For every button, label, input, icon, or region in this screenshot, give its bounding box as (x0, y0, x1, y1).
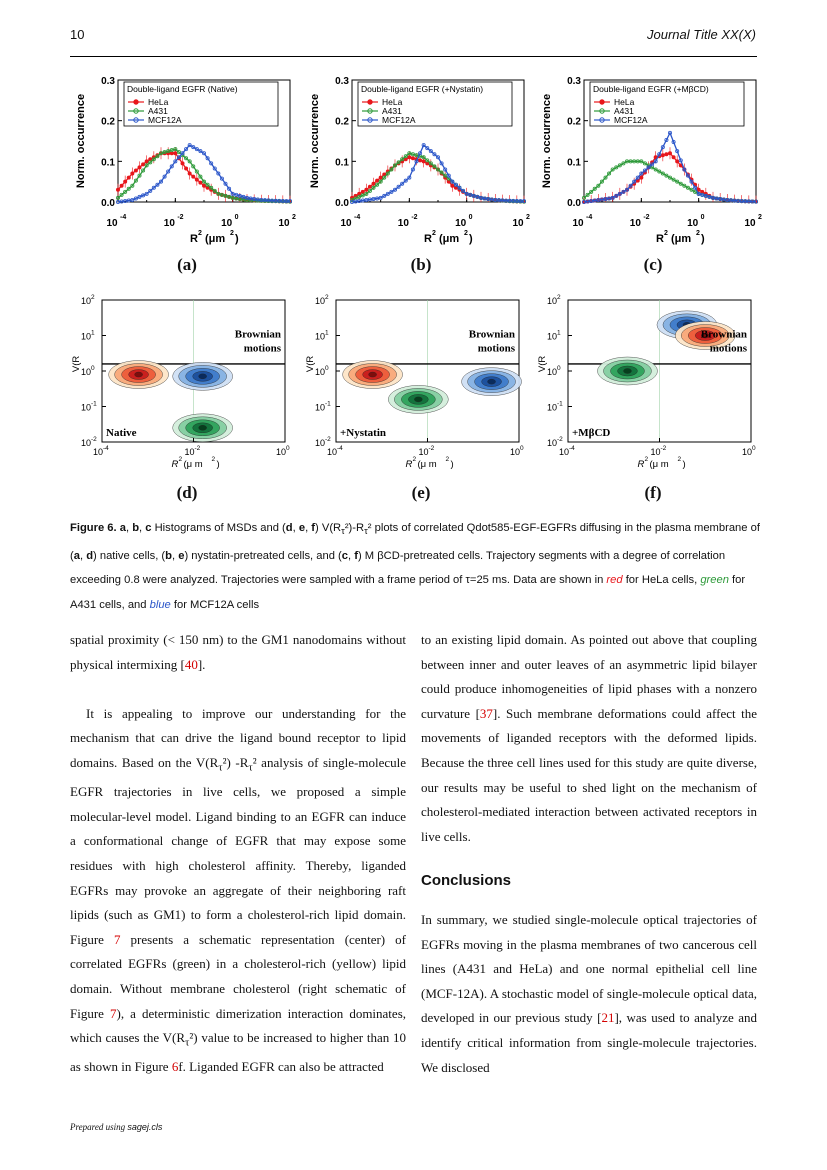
data-point-hela (418, 159, 421, 162)
caption-ref-b: b (132, 522, 140, 534)
x-tick-exponent: 0 (752, 445, 756, 452)
y-tick-label: 10 (314, 296, 325, 306)
legend-entry: HeLa (382, 97, 403, 107)
y-tick-label: 10 (546, 438, 557, 448)
brownian-label-line1: Brownian (468, 328, 515, 341)
x-tick-exponent: -2 (411, 214, 418, 221)
y-tick-exponent: -1 (325, 400, 331, 408)
figure-link[interactable]: 7 (110, 1005, 117, 1021)
x-tick-exponent: 0 (520, 445, 524, 452)
data-point-hela (451, 184, 454, 187)
data-point-hela (195, 178, 198, 181)
x-axis-label: R (171, 459, 179, 470)
y-tick-label: 10 (314, 367, 325, 377)
data-point-hela (134, 169, 137, 172)
data-point-hela (372, 182, 375, 185)
x-tick-label: 10 (106, 218, 118, 229)
y-tick-label: 10 (80, 331, 91, 342)
x-axis-unit-sup: 2 (211, 456, 216, 463)
x-axis-paren: ) (235, 233, 239, 245)
caption-red: red (606, 574, 623, 587)
citation-link[interactable]: 40 (184, 656, 198, 672)
x-tick-exponent: -4 (120, 214, 127, 221)
data-point-hela (174, 152, 177, 155)
y-tick-label: 0.2 (101, 116, 115, 128)
citation-link[interactable]: 37 (479, 705, 493, 721)
y-tick-exponent: -2 (557, 436, 563, 443)
contour-level (369, 372, 377, 377)
x-axis-unit: (μ m (417, 459, 437, 470)
y-tick-exponent: 1 (325, 329, 329, 337)
legend-title: Double-ligand EGFR (+MβCD) (593, 84, 709, 94)
y-tick-exponent: 2 (557, 294, 561, 301)
histogram-panel-c (536, 72, 761, 282)
x-tick-exponent: -2 (428, 445, 435, 452)
y-axis-label: Norm. occurrence (309, 93, 321, 189)
y-tick-exponent: -2 (91, 436, 97, 443)
legend-entry: A431 (382, 106, 402, 116)
footer-cls: sagej.cls (127, 1122, 163, 1132)
caption-sep: , (172, 549, 179, 562)
x-axis-sup: 2 (644, 456, 649, 463)
y-axis-label: V(R (305, 355, 316, 373)
x-axis-sup: 2 (198, 230, 202, 237)
caption-green: green (700, 574, 729, 587)
caption-sep: , (348, 549, 355, 562)
text: to an existing lipid domain. As pointed out above that coupling between inner and outer leaves of an asymmetric lipid bilayer could produce inhomogeneities of lipid phases with a nonzero curvature [ (421, 632, 757, 721)
caption-text: ) M βCD-pretreated cells. Trajectory segments with a degree of correlation exceeding 0.8 were analyzed. Trajectories were sampled with a frame period of τ=25 ms. Data are shown in (70, 549, 726, 587)
x-axis-label: R (405, 459, 413, 470)
citation-link[interactable]: 21 (601, 1010, 615, 1026)
text: ]. (197, 656, 206, 672)
histogram-panel-b (304, 72, 529, 282)
x-tick-exponent: -4 (103, 445, 109, 452)
y-tick-label: 0.3 (101, 76, 115, 87)
header-rule (70, 56, 757, 57)
x-tick-exponent: -4 (337, 445, 343, 452)
y-tick-label: 0.0 (567, 198, 581, 209)
x-axis-unit-sup: 2 (464, 230, 468, 237)
brownian-label-line1: Brownian (700, 328, 747, 341)
y-axis-label: V(R (537, 355, 548, 373)
caption-ref-d: d (285, 522, 293, 534)
y-tick-label: 0.2 (567, 116, 581, 128)
legend-marker (600, 100, 604, 104)
journal-title: Journal Title XX(X) (647, 27, 756, 42)
x-tick-exponent: -4 (569, 445, 575, 452)
x-axis-unit-sup: 2 (696, 230, 700, 237)
legend-title: Double-ligand EGFR (Native) (127, 84, 238, 94)
text: ), a deterministic dimerization interaction dominates, which causes the V(R (70, 1005, 407, 1046)
contour-level (135, 372, 143, 377)
paragraph (421, 628, 757, 849)
y-tick-label: 10 (546, 331, 557, 342)
footer-prefix: Prepared using (70, 1122, 128, 1132)
data-point-hela (379, 176, 382, 179)
series-line-mcf12a (118, 145, 290, 202)
x-tick-exponent: -4 (354, 214, 361, 221)
caption-ref-e: e (178, 549, 185, 562)
text: spatial proximity (< 150 nm) to the GM1 nanodomains without physical intermixing [ (70, 632, 406, 672)
data-point-hela (640, 176, 643, 179)
panel-label-d: (d) (176, 483, 198, 502)
x-tick-label: 10 (221, 218, 233, 229)
footer (70, 1122, 162, 1132)
caption-text: for A431 cells, and (70, 574, 746, 611)
y-axis-label: V(R (71, 355, 82, 373)
brownian-label-line2: motions (709, 342, 747, 355)
contour-blob-blue (173, 362, 233, 390)
x-axis-paren: ) (216, 459, 220, 470)
body-right-column (421, 628, 757, 1080)
x-axis-unit: (μ m (649, 459, 669, 470)
contour-blob-green (597, 357, 657, 385)
x-axis-label: R (656, 233, 664, 245)
data-point-hela (116, 188, 119, 191)
caption-ref-f: f (311, 522, 316, 534)
caption-sep: , (125, 522, 133, 534)
x-axis-sup: 2 (432, 230, 436, 237)
data-point-hela (368, 185, 371, 188)
condition-label: Native (106, 427, 137, 439)
panel-label-e: (e) (411, 483, 431, 502)
data-point-hela (375, 179, 378, 182)
legend-entry: HeLa (148, 97, 169, 107)
y-tick-exponent: 1 (557, 329, 561, 337)
y-tick-label: 10 (80, 438, 91, 448)
x-tick-label: 10 (418, 447, 429, 457)
paragraph (70, 628, 406, 677)
caption-sep: , (139, 522, 146, 534)
y-tick-exponent: 1 (91, 329, 95, 337)
y-tick-label: 10 (314, 331, 325, 342)
legend (124, 82, 278, 126)
caption-text: ²)-R (344, 522, 365, 534)
x-tick-label: 10 (92, 447, 104, 457)
y-tick-label: 10 (80, 296, 91, 306)
contour-blob-green (173, 414, 233, 442)
data-point-hela (192, 175, 195, 178)
contour-blob-blue (462, 368, 522, 396)
caption-text: ² plots of correlated Qdot585-EGF-EGFRs diffusing in the plasma membrane of ( (70, 522, 760, 562)
data-point-hela (141, 163, 144, 166)
paragraph (421, 908, 757, 1080)
caption-ref-e: e (298, 522, 306, 534)
y-tick-label: 10 (314, 402, 325, 413)
y-tick-label: 0.0 (335, 198, 349, 209)
y-axis-label: Norm. occurrence (75, 93, 87, 189)
y-tick-exponent: 0 (557, 365, 561, 372)
caption-text: ) nystatin-pretreated cells, and ( (184, 549, 342, 562)
x-tick-exponent: 0 (286, 445, 290, 452)
data-point-hela (199, 181, 202, 184)
brownian-label-line2: motions (477, 342, 515, 355)
data-point-hela (361, 190, 364, 193)
x-tick-exponent: 2 (526, 214, 530, 221)
data-point-hela (202, 184, 205, 187)
subscript: τ (185, 1036, 190, 1049)
y-tick-label: 10 (546, 402, 557, 413)
y-tick-label: 0.2 (335, 116, 349, 128)
legend-entry: MCF12A (614, 115, 648, 125)
x-axis-sup: 2 (178, 456, 183, 463)
data-point-hela (124, 180, 127, 183)
x-axis-label: R (424, 233, 432, 245)
caption-text: Histograms of MSDs and ( (151, 522, 286, 534)
text: ]. Such membrane deformations could affect the movements of liganded receptors with the deformed lipids. Because the three cell lines used for this study are quite diverse, our results may be useful to shed light on the mechanism of cholesterol-mediated interaction between activated receptors in live cells. (421, 705, 757, 844)
data-point-hela (188, 172, 191, 175)
y-axis-label: Norm. occurrence (541, 93, 553, 189)
figure-link[interactable]: 6 (171, 1059, 179, 1075)
text: ²) value to be increased to higher than 10 as shown in Figure (70, 1030, 406, 1075)
y-tick-label: 0.3 (567, 76, 581, 87)
caption-ref-b: b (165, 549, 172, 562)
caption-sep: , (79, 549, 87, 562)
y-tick-label: 10 (80, 402, 91, 413)
contour-level (488, 379, 496, 384)
data-point-hela (184, 167, 187, 170)
legend (358, 82, 512, 126)
x-tick-label: 10 (397, 218, 409, 229)
brownian-label-line1: Brownian (234, 328, 281, 341)
x-tick-label: 10 (184, 447, 195, 457)
x-tick-exponent: -2 (643, 214, 650, 221)
paragraph (70, 702, 406, 1080)
x-axis-unit: (μm (439, 233, 460, 245)
legend-marker (134, 100, 138, 104)
data-point-hela (131, 172, 134, 175)
contour-panel-e (304, 292, 529, 477)
subscript: τ (218, 761, 223, 774)
x-tick-label: 10 (572, 218, 584, 229)
x-axis-unit-sup: 2 (445, 456, 450, 463)
caption-sub: τ (364, 526, 368, 537)
x-axis-paren: ) (682, 459, 686, 470)
legend-title: Double-ligand EGFR (+Nystatin) (361, 84, 484, 94)
condition-label: +Nystatin (340, 427, 386, 439)
text: f. Liganded EGFR can also be attracted (178, 1059, 384, 1075)
data-point-hela (181, 162, 184, 165)
text: ² analysis of single-molecule EGFR trajectories in live cells, we proposed a simple molecular-level model. Ligand binding to an EGFR can induce a conformational change of EGFR that may expose some residues with high cholesterol affinity. Thereby, liganded EGFRs may provoke an aggregate of their neighboring raft lipids (such as GM1) to form a cholesterol-rich lipid domain. Figure (70, 754, 406, 947)
x-axis-paren: ) (701, 233, 705, 245)
x-tick-label: 10 (275, 447, 287, 457)
caption-text: for MCF12A cells (170, 598, 260, 611)
y-tick-label: 10 (546, 367, 557, 377)
x-tick-label: 10 (558, 447, 570, 457)
text: In summary, we studied single-molecule optical trajectories of EGFRs moving in the plasma membranes of two cancerous cell lines (A431 and HeLa) and one normal epithelial cell line (MCF-12A). A stochastic model of single-molecule optical data, developed in our previous study [ (421, 911, 757, 1026)
y-tick-label: 0.3 (335, 76, 349, 87)
series-line-a431 (352, 153, 524, 201)
brownian-label-line2: motions (243, 342, 281, 355)
x-tick-label: 10 (278, 218, 290, 229)
data-point-hela (422, 160, 425, 163)
x-axis-unit-sup: 2 (230, 230, 234, 237)
text: ], was used to analyze and identify critical information from single-molecule trajectories. We disclosed (421, 1010, 757, 1075)
data-point-hela (120, 184, 123, 187)
panel-label-a: (a) (177, 255, 197, 274)
section-heading: Conclusions (421, 872, 512, 890)
data-point-hela (411, 157, 414, 160)
condition-label: +MβCD (572, 427, 611, 439)
y-tick-exponent: 2 (325, 294, 329, 301)
x-tick-exponent: 2 (292, 214, 296, 221)
data-point-hela (365, 188, 368, 191)
contour-level (199, 374, 207, 379)
caption-sub: τ (341, 526, 345, 537)
contour-blob-green (388, 385, 448, 413)
x-tick-label: 10 (687, 218, 699, 229)
caption-ref-a: a (73, 549, 80, 562)
contour-panel-d (70, 292, 295, 477)
legend (590, 82, 744, 126)
text: ²) -R (222, 754, 249, 770)
caption-text: ) native cells, ( (93, 549, 166, 562)
x-tick-label: 10 (163, 218, 175, 229)
x-tick-exponent: -2 (177, 214, 184, 221)
subscript: τ (248, 761, 253, 774)
y-tick-label: 0.1 (101, 157, 115, 169)
x-axis-unit: (μm (671, 233, 692, 245)
x-axis-paren: ) (469, 233, 473, 245)
x-tick-label: 10 (744, 218, 756, 229)
y-tick-exponent: 0 (325, 365, 329, 372)
x-axis-unit: (μm (205, 233, 226, 245)
caption-sep: , (292, 522, 299, 534)
x-tick-exponent: 0 (468, 214, 473, 221)
x-axis-paren: ) (450, 459, 454, 470)
x-tick-exponent: 0 (234, 214, 239, 221)
data-point-hela (138, 166, 141, 169)
x-tick-exponent: -2 (660, 445, 667, 452)
y-tick-exponent: -2 (325, 436, 331, 443)
legend-marker (368, 100, 372, 104)
y-tick-label: 10 (314, 438, 325, 448)
y-tick-exponent: -1 (91, 400, 97, 408)
figure-caption (70, 516, 760, 617)
legend-entry: MCF12A (382, 115, 416, 125)
panel-label-c: (c) (643, 255, 663, 274)
caption-blue: blue (149, 598, 171, 611)
y-tick-exponent: 2 (91, 294, 95, 301)
x-tick-label: 10 (650, 447, 661, 457)
caption-ref-a: a (119, 522, 126, 534)
caption-text: for HeLa cells, (622, 574, 701, 587)
plot-frame (584, 80, 756, 202)
data-point-hela (668, 152, 671, 155)
x-tick-label: 10 (455, 218, 467, 229)
x-axis-label: R (190, 233, 198, 245)
contour-panel-f (536, 292, 761, 477)
data-point-hela (408, 156, 411, 159)
data-point-hela (661, 154, 664, 157)
contour-blob-red (109, 361, 169, 389)
text: presents a schematic representation (center) of correlated EGFRs (green) in a cholesterol-rich (yellow) lipid domain. Without membrane cholesterol (right schematic of Figure (70, 931, 406, 1021)
caption-ref-f: f (354, 549, 358, 562)
data-point-hela (127, 176, 130, 179)
series-line-a431 (584, 161, 756, 201)
x-axis-sup: 2 (664, 230, 668, 237)
figure-link[interactable]: 7 (114, 931, 121, 947)
x-tick-exponent: -2 (194, 445, 201, 452)
text: It is appealing to improve our understanding for the mechanism that can drive the ligand bound receptor to lipid domains. Based on the V(R (70, 705, 406, 770)
contour-level (623, 369, 631, 374)
x-tick-exponent: -4 (586, 214, 593, 221)
x-tick-exponent: 2 (758, 214, 762, 221)
x-tick-label: 10 (340, 218, 352, 229)
panel-label-f: (f) (644, 483, 662, 502)
y-tick-label: 0.1 (567, 157, 581, 169)
x-axis-unit: (μ m (183, 459, 203, 470)
contour-level (199, 425, 207, 430)
x-tick-label: 10 (509, 447, 521, 457)
x-tick-label: 10 (512, 218, 524, 229)
x-axis-sup: 2 (412, 456, 417, 463)
legend-entry: A431 (148, 106, 168, 116)
x-tick-label: 10 (741, 447, 753, 457)
data-point-hela (665, 153, 668, 156)
legend-entry: HeLa (614, 97, 635, 107)
caption-ref-c: c (341, 549, 349, 562)
x-axis-label: R (637, 459, 645, 470)
y-tick-exponent: -1 (557, 400, 563, 408)
x-tick-exponent: 0 (700, 214, 705, 221)
y-tick-label: 10 (80, 367, 91, 377)
caption-text: ) V(R (315, 522, 342, 534)
body-left-column (70, 628, 406, 1080)
x-axis-unit-sup: 2 (677, 456, 682, 463)
panel-label-b: (b) (410, 255, 432, 274)
x-tick-label: 10 (629, 218, 641, 229)
legend-entry: A431 (614, 106, 634, 116)
caption-ref-c: c (145, 522, 152, 534)
contour-blob-red (343, 361, 403, 389)
caption-ref-d: d (86, 549, 94, 562)
page-number: 10 (70, 27, 85, 42)
y-tick-exponent: 0 (91, 365, 95, 372)
data-point-hela (145, 160, 148, 163)
histogram-panel-a (70, 72, 295, 282)
contour-level (414, 397, 422, 402)
data-point-hela (676, 160, 679, 163)
series-line-mcf12a (584, 133, 756, 202)
caption-fig-label: Figure 6. (70, 522, 117, 534)
caption-sep: , (305, 522, 312, 534)
y-tick-label: 10 (546, 296, 557, 306)
y-tick-label: 0.0 (101, 198, 115, 209)
y-tick-label: 0.1 (335, 157, 349, 169)
x-tick-label: 10 (326, 447, 338, 457)
data-point-hela (672, 156, 675, 159)
legend-entry: MCF12A (148, 115, 182, 125)
